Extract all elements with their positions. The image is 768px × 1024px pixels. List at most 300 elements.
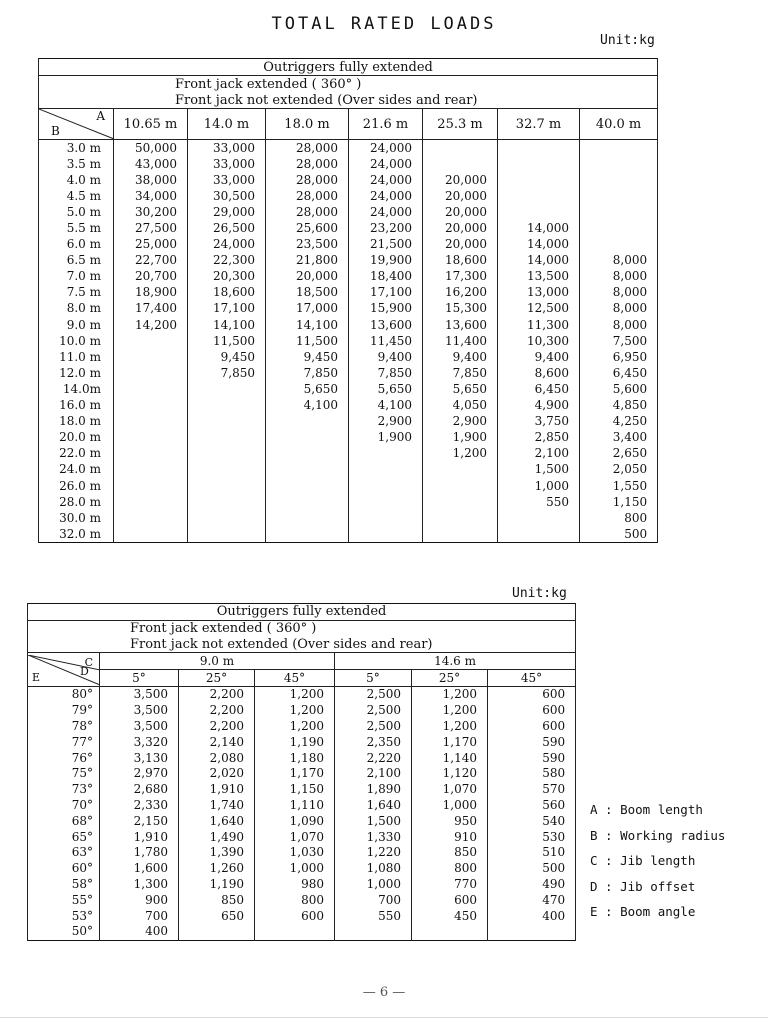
load-value-cell (423, 462, 498, 478)
header-front-jack-not-extended: Front jack not extended (Over sides and rear) (39, 92, 658, 109)
load-value-cell (114, 526, 188, 543)
load-value-cell (580, 172, 658, 188)
load-value-cell: 28,000 (266, 188, 349, 204)
load-value-cell: 600 (412, 892, 488, 908)
load-value-cell (498, 526, 580, 543)
table-row (39, 220, 658, 236)
load-value-cell (349, 446, 423, 462)
load-value-cell (498, 188, 580, 204)
load-value-cell: 490 (488, 877, 576, 893)
load-value-cell (266, 414, 349, 430)
load-value-cell: 1,170 (412, 734, 488, 750)
load-value-cell (580, 140, 658, 157)
load-value-cell: 17,000 (266, 301, 349, 317)
load-value-cell: 510 (488, 845, 576, 861)
load-value-cell: 2,020 (179, 766, 255, 782)
load-value-cell: 2,680 (100, 782, 179, 798)
header-outriggers: Outriggers fully extended (28, 604, 576, 621)
load-value-cell: 2,500 (335, 686, 412, 702)
working-radius-cell: 20.0 m (39, 430, 114, 446)
load-value-cell: 18,900 (114, 285, 188, 301)
load-value-cell: 2,200 (179, 686, 255, 702)
boom-length-header: 40.0 m (580, 109, 658, 140)
load-value-cell: 800 (580, 510, 658, 526)
table-row (28, 750, 576, 766)
load-value-cell: 22,700 (114, 253, 188, 269)
working-radius-cell: 32.0 m (39, 526, 114, 543)
load-value-cell: 25,600 (266, 220, 349, 236)
load-value-cell: 20,000 (423, 237, 498, 253)
load-value-cell: 14,000 (498, 237, 580, 253)
load-value-cell: 8,000 (580, 269, 658, 285)
load-value-cell: 400 (100, 924, 179, 940)
load-value-cell: 3,500 (100, 719, 179, 735)
load-value-cell: 3,500 (100, 686, 179, 702)
load-value-cell: 1,200 (255, 719, 335, 735)
load-value-cell (266, 462, 349, 478)
load-value-cell: 1,000 (335, 877, 412, 893)
load-value-cell: 18,600 (423, 253, 498, 269)
load-value-cell: 4,850 (580, 398, 658, 414)
load-value-cell: 1,780 (100, 845, 179, 861)
working-radius-cell: 6.0 m (39, 237, 114, 253)
load-value-cell: 570 (488, 782, 576, 798)
load-value-cell (488, 924, 576, 940)
table-row (39, 317, 658, 333)
load-value-cell: 2,970 (100, 766, 179, 782)
load-value-cell (114, 349, 188, 365)
load-value-cell: 400 (488, 908, 576, 924)
load-value-cell: 900 (100, 892, 179, 908)
load-value-cell (580, 156, 658, 172)
load-value-cell: 3,750 (498, 414, 580, 430)
load-value-cell: 6,450 (498, 381, 580, 397)
load-value-cell (266, 526, 349, 543)
load-value-cell: 2,080 (179, 750, 255, 766)
boom-angle-cell: 58° (28, 877, 100, 893)
load-value-cell: 7,850 (266, 365, 349, 381)
load-value-cell: 38,000 (114, 172, 188, 188)
load-value-cell: 15,300 (423, 301, 498, 317)
load-value-cell: 600 (488, 719, 576, 735)
load-value-cell (412, 924, 488, 940)
load-value-cell: 33,000 (188, 156, 266, 172)
working-radius-cell: 7.5 m (39, 285, 114, 301)
load-value-cell: 9,400 (423, 349, 498, 365)
load-value-cell: 1,000 (498, 478, 580, 494)
table-row (39, 510, 658, 526)
load-value-cell: 1,180 (255, 750, 335, 766)
table-row (28, 861, 576, 877)
table-row (39, 172, 658, 188)
load-value-cell: 950 (412, 813, 488, 829)
load-value-cell: 1,740 (179, 798, 255, 814)
working-radius-cell: 3.5 m (39, 156, 114, 172)
load-value-cell: 3,500 (100, 703, 179, 719)
load-value-cell: 1,170 (255, 766, 335, 782)
load-value-cell: 850 (412, 845, 488, 861)
load-value-cell: 24,000 (349, 204, 423, 220)
header-outriggers: Outriggers fully extended (39, 59, 658, 76)
load-value-cell: 20,300 (188, 269, 266, 285)
boom-length-header: 18.0 m (266, 109, 349, 140)
load-value-cell (266, 430, 349, 446)
load-value-cell: 590 (488, 750, 576, 766)
load-value-cell: 1,200 (255, 686, 335, 702)
legend-item: E : Boom angle (590, 904, 696, 919)
load-value-cell: 30,500 (188, 188, 266, 204)
load-value-cell: 28,000 (266, 156, 349, 172)
load-value-cell: 1,900 (349, 430, 423, 446)
header-front-jack-extended: Front jack extended ( 360° ) (28, 620, 576, 636)
load-value-cell (349, 494, 423, 510)
jib-length-header: 14.6 m (335, 653, 576, 670)
legend (590, 802, 725, 930)
working-radius-cell: 11.0 m (39, 349, 114, 365)
table-row (39, 140, 658, 157)
working-radius-cell: 26.0 m (39, 478, 114, 494)
boom-length-header: 10.65 m (114, 109, 188, 140)
load-value-cell: 600 (255, 908, 335, 924)
load-value-cell: 24,000 (349, 140, 423, 157)
load-value-cell: 16,200 (423, 285, 498, 301)
load-value-cell: 2,500 (335, 719, 412, 735)
load-value-cell: 1,640 (335, 798, 412, 814)
load-value-cell (114, 398, 188, 414)
boom-angle-cell: 80° (28, 686, 100, 702)
legend-item: B : Working radius (590, 827, 726, 843)
load-value-cell: 8,600 (498, 365, 580, 381)
load-value-cell: 1,550 (580, 478, 658, 494)
load-value-cell: 33,000 (188, 172, 266, 188)
working-radius-cell: 12.0 m (39, 365, 114, 381)
jib-offset-header: 5° (335, 670, 412, 687)
load-value-cell: 1,140 (412, 750, 488, 766)
load-value-cell: 3,130 (100, 750, 179, 766)
working-radius-cell: 6.5 m (39, 253, 114, 269)
table-row (28, 766, 576, 782)
load-value-cell: 10,300 (498, 333, 580, 349)
load-value-cell (349, 510, 423, 526)
working-radius-cell: 3.0 m (39, 140, 114, 157)
load-value-cell: 600 (488, 703, 576, 719)
label-b: B (51, 124, 60, 138)
load-value-cell: 26,500 (188, 220, 266, 236)
working-radius-cell: 9.0 m (39, 317, 114, 333)
load-value-cell: 5,600 (580, 381, 658, 397)
load-value-cell (498, 156, 580, 172)
load-value-cell: 2,350 (335, 734, 412, 750)
load-value-cell: 23,200 (349, 220, 423, 236)
load-value-cell: 18,400 (349, 269, 423, 285)
load-value-cell (498, 204, 580, 220)
load-value-cell: 2,150 (100, 813, 179, 829)
load-value-cell (423, 526, 498, 543)
working-radius-cell: 30.0 m (39, 510, 114, 526)
load-value-cell: 1,890 (335, 782, 412, 798)
load-value-cell: 1,200 (412, 719, 488, 735)
load-value-cell: 15,900 (349, 301, 423, 317)
load-value-cell: 50,000 (114, 140, 188, 157)
working-radius-cell: 14.0m (39, 381, 114, 397)
load-value-cell: 9,450 (188, 349, 266, 365)
load-value-cell: 11,450 (349, 333, 423, 349)
load-value-cell: 34,000 (114, 188, 188, 204)
load-value-cell (188, 526, 266, 543)
load-value-cell: 2,100 (335, 766, 412, 782)
table-row (28, 798, 576, 814)
load-value-cell: 20,000 (423, 188, 498, 204)
load-value-cell: 590 (488, 734, 576, 750)
load-value-cell: 1,080 (335, 861, 412, 877)
load-value-cell: 1,300 (100, 877, 179, 893)
load-value-cell: 17,100 (349, 285, 423, 301)
table-row (39, 462, 658, 478)
load-value-cell: 700 (100, 908, 179, 924)
jib-length-header-row (28, 653, 576, 670)
load-value-cell (498, 510, 580, 526)
working-radius-cell: 10.0 m (39, 333, 114, 349)
boom-angle-cell: 73° (28, 782, 100, 798)
load-value-cell: 2,900 (423, 414, 498, 430)
load-value-cell (335, 924, 412, 940)
boom-length-header: 21.6 m (349, 109, 423, 140)
load-value-cell (114, 462, 188, 478)
load-value-cell: 13,000 (498, 285, 580, 301)
load-value-cell: 13,600 (349, 317, 423, 333)
load-value-cell (188, 510, 266, 526)
load-value-cell (580, 220, 658, 236)
load-value-cell (266, 478, 349, 494)
load-value-cell: 11,400 (423, 333, 498, 349)
load-value-cell: 13,600 (423, 317, 498, 333)
load-value-cell: 1,150 (580, 494, 658, 510)
table-row (39, 237, 658, 253)
load-value-cell (188, 430, 266, 446)
table-row (39, 156, 658, 172)
load-value-cell: 1,490 (179, 829, 255, 845)
load-value-cell: 450 (412, 908, 488, 924)
table-row (39, 494, 658, 510)
load-value-cell: 22,300 (188, 253, 266, 269)
load-value-cell: 2,900 (349, 414, 423, 430)
load-value-cell (114, 510, 188, 526)
boom-angle-cell: 65° (28, 829, 100, 845)
jib-offset-header: 25° (412, 670, 488, 687)
load-value-cell: 500 (488, 861, 576, 877)
load-value-cell: 12,500 (498, 301, 580, 317)
load-value-cell: 14,100 (266, 317, 349, 333)
load-value-cell: 470 (488, 892, 576, 908)
load-value-cell: 770 (412, 877, 488, 893)
boom-angle-cell: 78° (28, 719, 100, 735)
load-value-cell: 9,400 (498, 349, 580, 365)
load-value-cell: 14,200 (114, 317, 188, 333)
table-row (28, 782, 576, 798)
load-value-cell (114, 430, 188, 446)
boom-angle-cell: 79° (28, 703, 100, 719)
load-value-cell: 2,200 (179, 703, 255, 719)
load-value-cell (188, 398, 266, 414)
load-value-cell: 580 (488, 766, 576, 782)
page-title: TOTAL RATED LOADS (271, 14, 497, 34)
load-value-cell (349, 462, 423, 478)
load-value-cell: 1,030 (255, 845, 335, 861)
load-value-cell: 20,000 (266, 269, 349, 285)
load-value-cell: 20,700 (114, 269, 188, 285)
load-value-cell: 7,500 (580, 333, 658, 349)
load-value-cell: 1,500 (335, 813, 412, 829)
table-row (39, 269, 658, 285)
load-value-cell (188, 494, 266, 510)
load-value-cell (580, 188, 658, 204)
load-value-cell: 1,200 (412, 703, 488, 719)
jib-offset-header: 5° (100, 670, 179, 687)
load-value-cell: 23,500 (266, 237, 349, 253)
working-radius-cell: 5.0 m (39, 204, 114, 220)
load-value-cell: 700 (335, 892, 412, 908)
load-value-cell (114, 333, 188, 349)
load-value-cell: 7,850 (349, 365, 423, 381)
load-value-cell: 20,000 (423, 204, 498, 220)
load-value-cell: 1,200 (412, 686, 488, 702)
jib-offset-header: 45° (488, 670, 576, 687)
load-value-cell: 8,000 (580, 253, 658, 269)
load-value-cell: 11,500 (266, 333, 349, 349)
load-value-cell: 4,250 (580, 414, 658, 430)
load-value-cell (179, 924, 255, 940)
table-row (28, 719, 576, 735)
unit-label-table2: Unit:kg (512, 586, 567, 601)
load-value-cell: 2,140 (179, 734, 255, 750)
table-row (39, 365, 658, 381)
load-value-cell: 17,100 (188, 301, 266, 317)
load-value-cell: 11,500 (188, 333, 266, 349)
load-value-cell: 11,300 (498, 317, 580, 333)
load-value-cell: 2,200 (179, 719, 255, 735)
load-value-cell: 28,000 (266, 140, 349, 157)
load-value-cell: 1,110 (255, 798, 335, 814)
load-value-cell: 1,200 (255, 703, 335, 719)
load-value-cell (423, 156, 498, 172)
table-row (28, 877, 576, 893)
load-value-cell (266, 446, 349, 462)
load-value-cell: 25,000 (114, 237, 188, 253)
load-value-cell: 910 (412, 829, 488, 845)
load-value-cell: 19,900 (349, 253, 423, 269)
boom-angle-cell: 55° (28, 892, 100, 908)
load-value-cell (423, 510, 498, 526)
load-value-cell (266, 510, 349, 526)
load-value-cell: 27,500 (114, 220, 188, 236)
load-value-cell: 9,450 (266, 349, 349, 365)
load-value-cell: 1,910 (100, 829, 179, 845)
table-row (39, 253, 658, 269)
boom-length-header: 25.3 m (423, 109, 498, 140)
load-value-cell: 2,500 (335, 703, 412, 719)
load-value-cell: 2,850 (498, 430, 580, 446)
table-row (39, 381, 658, 397)
load-value-cell: 1,640 (179, 813, 255, 829)
load-value-cell: 24,000 (188, 237, 266, 253)
load-value-cell (114, 494, 188, 510)
table-row (39, 285, 658, 301)
load-value-cell: 800 (255, 892, 335, 908)
header-front-jack-not-extended: Front jack not extended (Over sides and rear) (28, 637, 576, 653)
load-value-cell (188, 381, 266, 397)
load-value-cell: 29,000 (188, 204, 266, 220)
table-row (39, 349, 658, 365)
load-value-cell: 850 (179, 892, 255, 908)
boom-length-header-row (39, 109, 658, 140)
load-value-cell: 540 (488, 813, 576, 829)
working-radius-cell: 28.0 m (39, 494, 114, 510)
load-value-cell (423, 140, 498, 157)
load-value-cell: 33,000 (188, 140, 266, 157)
load-value-cell: 2,650 (580, 446, 658, 462)
working-radius-cell: 7.0 m (39, 269, 114, 285)
load-value-cell: 1,000 (255, 861, 335, 877)
jib-offset-header: 45° (255, 670, 335, 687)
working-radius-cell: 24.0 m (39, 462, 114, 478)
load-value-cell: 2,330 (100, 798, 179, 814)
load-value-cell: 28,000 (266, 172, 349, 188)
table-row (28, 686, 576, 702)
load-value-cell: 30,200 (114, 204, 188, 220)
load-value-cell: 18,600 (188, 285, 266, 301)
load-value-cell: 28,000 (266, 204, 349, 220)
table-row (39, 301, 658, 317)
load-value-cell: 14,000 (498, 220, 580, 236)
load-value-cell: 1,000 (412, 798, 488, 814)
load-value-cell: 7,850 (188, 365, 266, 381)
table-row (39, 188, 658, 204)
load-value-cell: 1,090 (255, 813, 335, 829)
load-value-cell (580, 237, 658, 253)
load-value-cell: 13,500 (498, 269, 580, 285)
boom-angle-cell: 68° (28, 813, 100, 829)
load-value-cell (349, 478, 423, 494)
load-value-cell: 1,220 (335, 845, 412, 861)
load-value-cell (498, 172, 580, 188)
table-row (39, 526, 658, 543)
boom-angle-cell: 75° (28, 766, 100, 782)
boom-angle-cell: 77° (28, 734, 100, 750)
working-radius-cell: 16.0 m (39, 398, 114, 414)
legend-item: A : Boom length (590, 802, 703, 817)
load-value-cell: 1,190 (179, 877, 255, 893)
load-value-cell (423, 494, 498, 510)
load-value-cell: 1,390 (179, 845, 255, 861)
load-value-cell: 2,220 (335, 750, 412, 766)
boom-length-header: 14.0 m (188, 109, 266, 140)
load-value-cell: 14,100 (188, 317, 266, 333)
load-value-cell: 20,000 (423, 220, 498, 236)
load-value-cell (423, 478, 498, 494)
load-value-cell: 14,000 (498, 253, 580, 269)
working-radius-cell: 4.0 m (39, 172, 114, 188)
load-value-cell (114, 365, 188, 381)
load-value-cell: 600 (488, 686, 576, 702)
working-radius-cell: 8.0 m (39, 301, 114, 317)
load-value-cell (114, 478, 188, 494)
load-value-cell: 1,500 (498, 462, 580, 478)
jib-load-table (27, 603, 576, 941)
load-value-cell: 17,400 (114, 301, 188, 317)
load-value-cell (188, 414, 266, 430)
table-row (39, 430, 658, 446)
load-value-cell: 21,800 (266, 253, 349, 269)
